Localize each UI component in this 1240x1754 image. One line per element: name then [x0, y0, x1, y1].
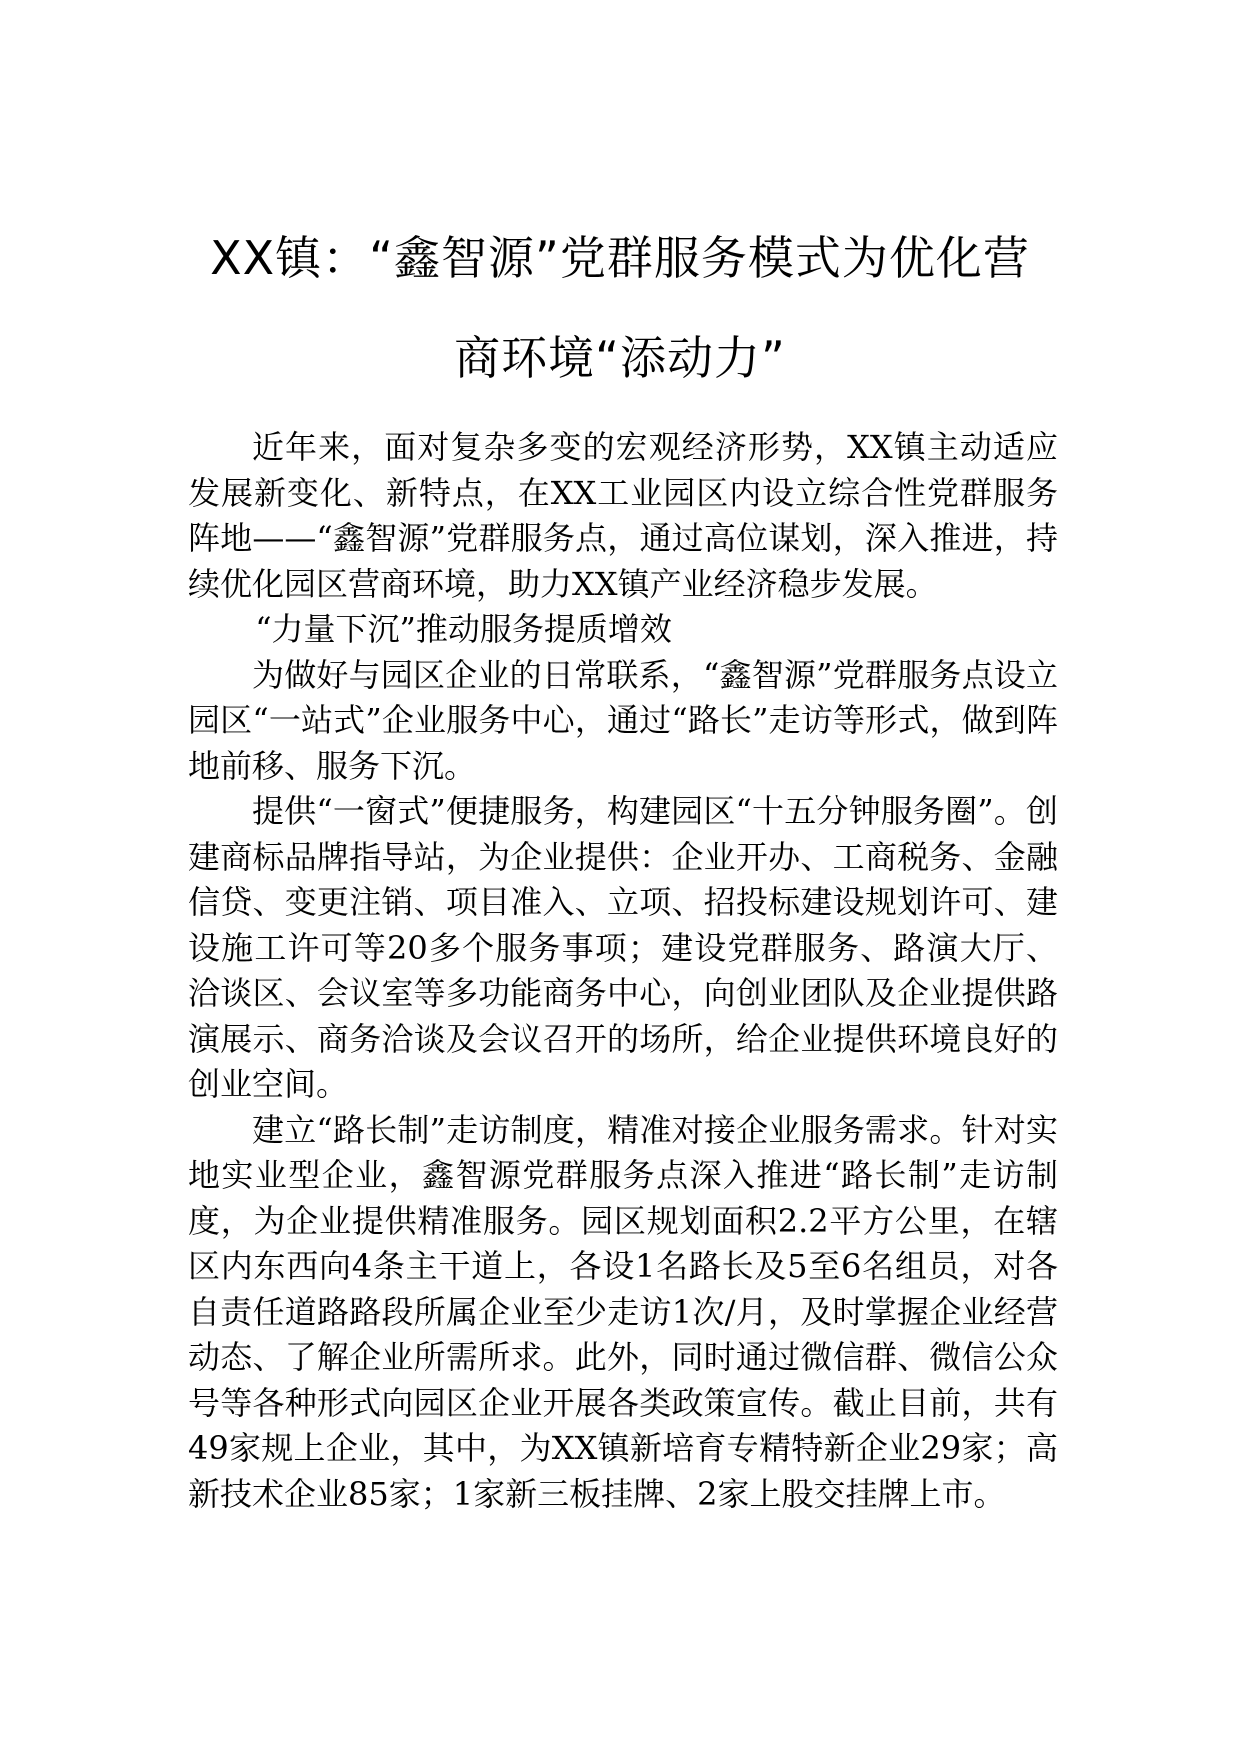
document-title — [188, 208, 1052, 408]
document-body — [188, 425, 1058, 1517]
paragraph-liaison: 为做好与园区企业的日常联系，“鑫智源”党群服务点设立园区“一站式”企业服务中心，通过“路长”走访等形式，做到阵地前移、服务下沉。 — [188, 655, 1058, 785]
section-heading: “力量下沉”推动服务提质增效 — [255, 610, 672, 648]
paragraph-one-window-service: 提供“一窗式”便捷服务，构建园区“十五分钟服务圈”。创建商标品牌指导站，为企业提供：企业开办、工商税务、金融信贷、变更注销、项目准入、立项、招投标建设规划许可、建设施工许可等20多个服务事项；建设党群服务、路演大厅、洽谈区、会议室等多功能商务中心，向创业团队及企业提供路演展示、商务洽谈及会议召开的场所，给企业提供环境良好的创业空间。 — [188, 792, 1058, 1103]
title-line-2: 商环境“添动力” — [454, 331, 786, 385]
paragraph-intro: 近年来，面对复杂多变的宏观经济形势，XX镇主动适应发展新变化、新特点，在XX工业园区内设立综合性党群服务阵地——“鑫智源”党群服务点，通过高位谋划，深入推进，持续优化园区营商环境，助力XX镇产业经济稳步发展。 — [188, 428, 1058, 603]
paragraph-road-chief-system: 建立“路长制”走访制度，精准对接企业服务需求。针对实地实业型企业，鑫智源党群服务点深入推进“路长制”走访制度，为企业提供精准服务。园区规划面积2.2平方公里，在辖区内东西向4条主干道上，各设1名路长及5至6名组员，对各自责任道路路段所属企业至少走访1次/月，及时掌握企业经营动态、了解企业所需所求。此外，同时通过微信群、微信公众号等各种形式向园区企业开展各类政策宣传。截止目前，共有49家规上企业，其中，为XX镇新培育专精特新企业29家；高新技术企业85家；1家新三板挂牌、2家上股交挂牌上市。 — [188, 1110, 1058, 1513]
title-line-1: XX镇：“鑫智源”党群服务模式为优化营 — [210, 231, 1030, 285]
